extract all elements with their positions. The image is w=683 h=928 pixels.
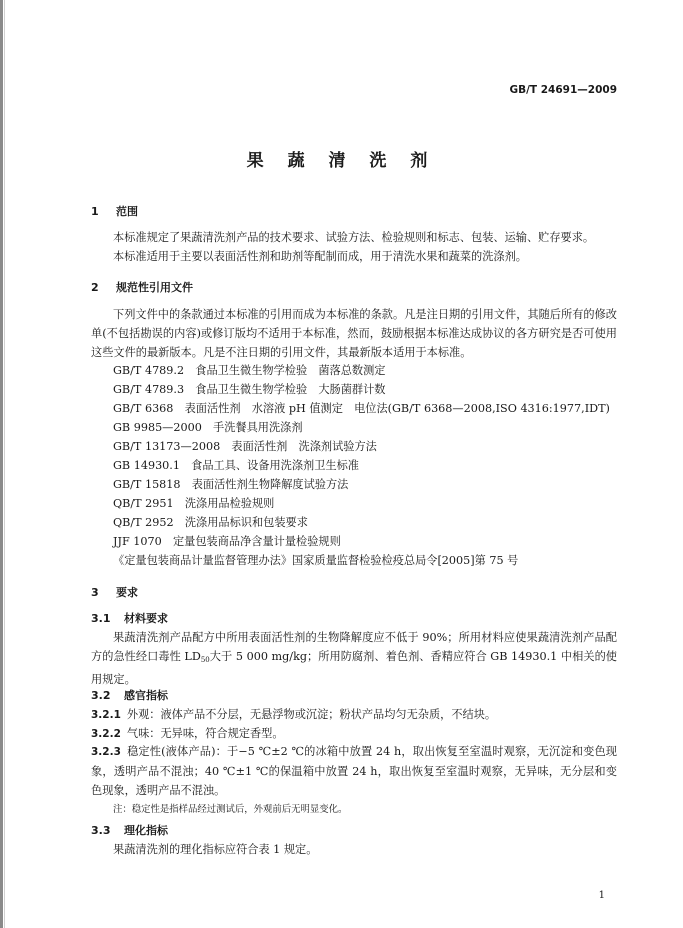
section-title: 要求 <box>116 586 138 599</box>
clause-number: 3.2.1 <box>91 709 121 721</box>
clause-text: 气味：无异味，符合规定香型。 <box>126 727 284 740</box>
subsection-3-1-heading <box>91 610 168 626</box>
subsection-title: 感官指标 <box>124 689 168 702</box>
subsection-title: 理化指标 <box>124 824 168 837</box>
material-requirements-paragraph <box>91 628 617 689</box>
reference-item: GB/T 4789.3 食品卫生微生物学检验 大肠菌群计数 <box>113 383 386 396</box>
clause-3-2-2 <box>91 725 284 741</box>
clause-3-2-3 <box>91 742 617 800</box>
subsection-3-2-heading <box>91 687 168 703</box>
reference-item: GB/T 15818 表面活性剂生物降解度试验方法 <box>113 478 349 491</box>
clause-number: 3.2.3 <box>91 746 121 758</box>
section-number: 1 <box>91 205 99 218</box>
reference-item: GB/T 4789.2 食品卫生微生物学检验 菌落总数测定 <box>113 364 386 377</box>
ld50-subscript: 50 <box>200 656 210 664</box>
clause-text: 稳定性(液体产品)：于−5 ℃±2 ℃的冰箱中放置 24 h，取出恢复至室温时观察，无沉淀和变色现象，透明产品不混浊；40 ℃±1 ℃的保温箱中放置 24 h，取出恢复至室温时观察，无异味，无分层和变色现象，透明产品不混浊。 <box>91 745 617 797</box>
references-intro: 下列文件中的条款通过本标准的引用而成为本标准的条款。凡是注日期的引用文件，其随后所有的修改单(不包括勘误的内容)或修订版均不适用于本标准，然而，鼓励根据本标准达成协议的各方研究是否可使用这些文件的最新版本。凡是不注日期的引用文件，其最新版本适用于本标准。 <box>91 308 617 359</box>
page-title: 果 蔬 清 洗 剂 <box>246 151 437 171</box>
subsection-3-3-heading <box>91 822 168 838</box>
subsection-number: 3.1 <box>91 612 111 625</box>
physchem-paragraph: 果蔬清洗剂的理化指标应符合表 1 规定。 <box>113 843 318 856</box>
reference-item: 《定量包装商品计量监督管理办法》国家质量监督检验检疫总局令[2005]第 75 号 <box>113 554 519 567</box>
clause-text: 外观：液体产品不分层，无悬浮物或沉淀；粉状产品均匀无杂质，不结块。 <box>126 708 497 721</box>
page-number: 1 <box>598 890 605 901</box>
reference-item: QB/T 2951 洗涤用品检验规则 <box>113 497 275 510</box>
section-1-heading <box>91 203 138 219</box>
section-number: 3 <box>91 586 99 599</box>
material-text-b: 大于 5 000 mg/kg；所用防腐剂、着色剂、香精应符合 GB 14930.1 中相关的使用规定。 <box>91 650 617 686</box>
material-text-a: 果蔬清洗剂产品配方中所用表面活性剂的生物降解度应不低于 90%；所用材料应使果蔬清洗剂产品配方的急性经口毒性 LD <box>91 631 617 663</box>
clause-3-2-1 <box>91 706 496 722</box>
reference-item: JJF 1070 定量包装商品净含量计量检验规则 <box>113 535 341 548</box>
reference-item: GB/T 6368 表面活性剂 水溶液 pH 值测定 电位法(GB/T 6368—2008,ISO 4316:1977,IDT) <box>113 402 610 415</box>
reference-item: QB/T 2952 洗涤用品标识和包装要求 <box>113 516 308 529</box>
subsection-title: 材料要求 <box>124 612 168 625</box>
scope-paragraph-2: 本标准适用于主要以表面活性剂和助剂等配制而成，用于清洗水果和蔬菜的洗涤剂。 <box>113 250 527 263</box>
reference-item: GB/T 13173—2008 表面活性剂 洗涤剂试验方法 <box>113 440 377 453</box>
clause-number: 3.2.2 <box>91 728 121 740</box>
scope-paragraph-1: 本标准规定了果蔬清洗剂产品的技术要求、试验方法、检验规则和标志、包装、运输、贮存要求。 <box>113 231 595 244</box>
section-title: 规范性引用文件 <box>116 281 193 294</box>
subsection-number: 3.2 <box>91 689 111 702</box>
section-2-heading <box>91 279 193 295</box>
reference-item: GB 9985—2000 手洗餐具用洗涤剂 <box>113 421 303 434</box>
section-number: 2 <box>91 281 99 294</box>
note: 注：稳定性是指样品经过测试后，外观前后无明显变化。 <box>113 804 348 815</box>
subsection-number: 3.3 <box>91 824 111 837</box>
standard-number: GB/T 24691—2009 <box>509 84 617 96</box>
section-title: 范围 <box>116 205 138 218</box>
section-3-heading <box>91 584 138 600</box>
reference-item: GB 14930.1 食品工具、设备用洗涤剂卫生标准 <box>113 459 359 472</box>
